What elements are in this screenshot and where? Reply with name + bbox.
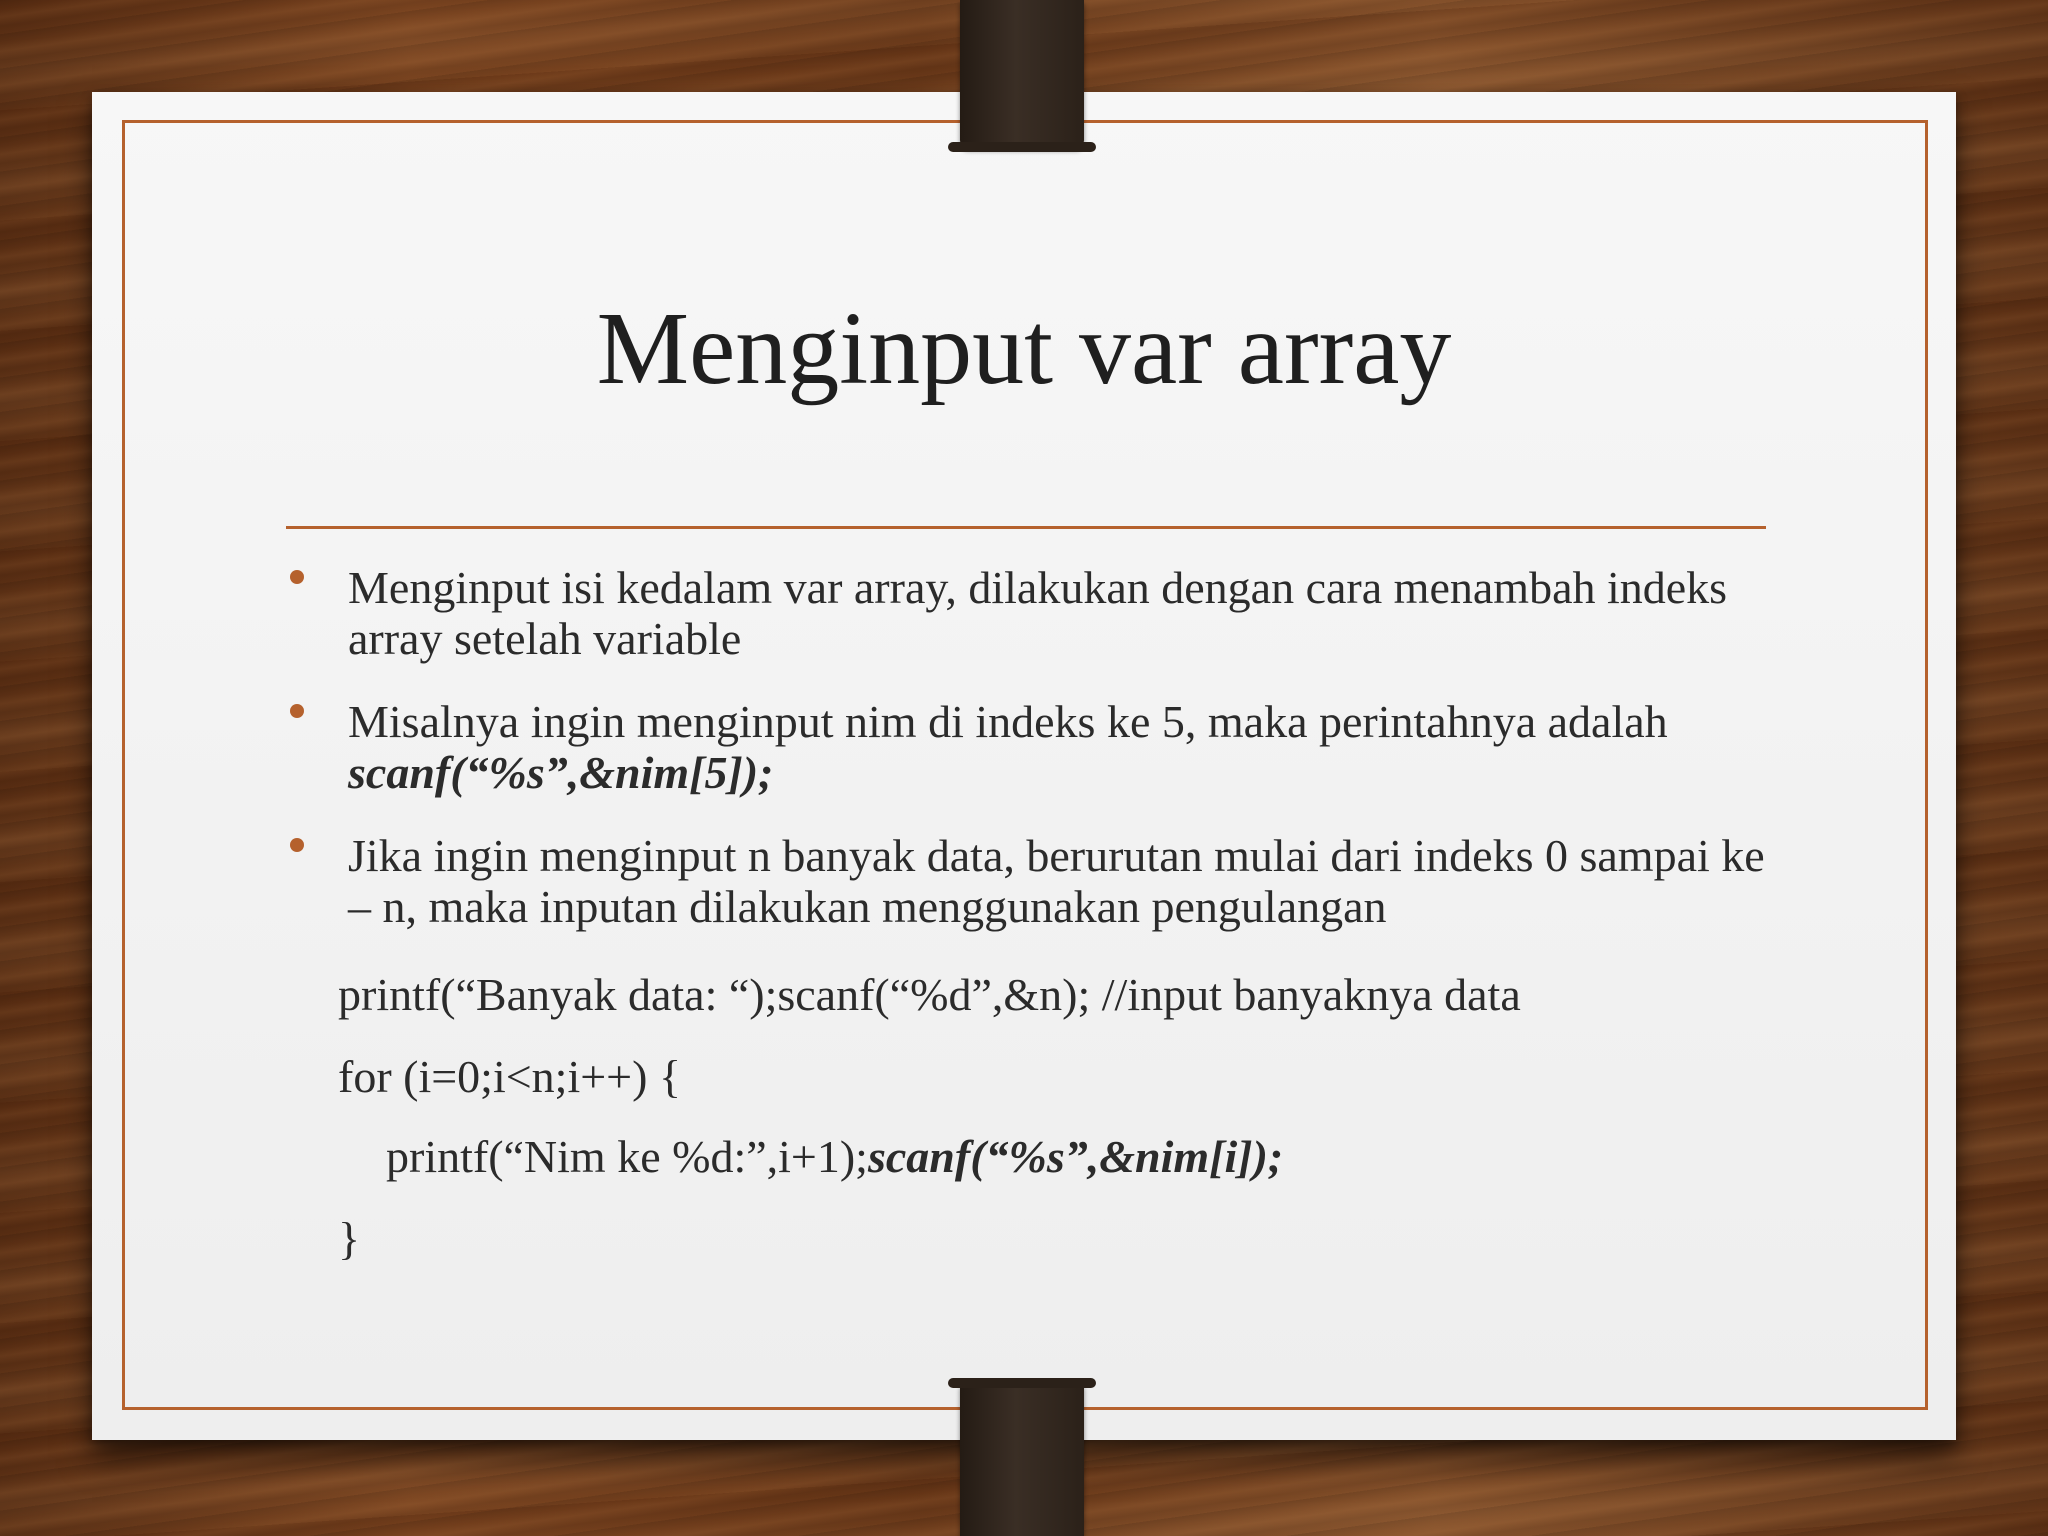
top-strap-cap: [948, 142, 1096, 152]
bullet-text: Menginput isi kedalam var array, dilakukan dengan cara menambah indeks array setelah variable: [348, 562, 1728, 664]
bullet-text: Misalnya ingin menginput nim di indeks ke 5, maka perintahnya adalah: [348, 696, 1668, 747]
code-line-close-brace: }: [338, 1213, 361, 1264]
top-strap: [960, 0, 1084, 148]
title-divider: [286, 526, 1766, 529]
bottom-strap: [960, 1380, 1084, 1536]
bullet-text: Jika ingin menginput n banyak data, berurutan mulai dari indeks 0 sampai ke – n, maka inputan dilakukan menggunakan pengulangan: [348, 830, 1765, 932]
code-plain: printf(“Nim ke %d:”,i+1);: [386, 1131, 868, 1182]
code-bold: scanf(“%s”,&nim[i]);: [867, 1131, 1284, 1182]
slide-body: [286, 562, 1766, 964]
bullet-dot-icon: [290, 704, 304, 718]
inline-code: scanf(“%s”,&nim[5]);: [348, 747, 774, 798]
code-line-for: for (i=0;i<n;i++) {: [338, 1051, 682, 1102]
slide-title: Menginput var array: [596, 291, 1452, 406]
bullet-item-3: [286, 830, 1766, 932]
bottom-strap-cap: [948, 1378, 1096, 1388]
bullet-dot-icon: [290, 570, 304, 584]
code-line-loop-body: [386, 1130, 1283, 1183]
bullet-item-2: [286, 696, 1766, 798]
bullet-dot-icon: [290, 838, 304, 852]
code-line-printf-banyak: printf(“Banyak data: “);scanf(“%d”,&n); //input banyaknya data: [338, 969, 1521, 1020]
bullet-item-1: [286, 562, 1766, 664]
